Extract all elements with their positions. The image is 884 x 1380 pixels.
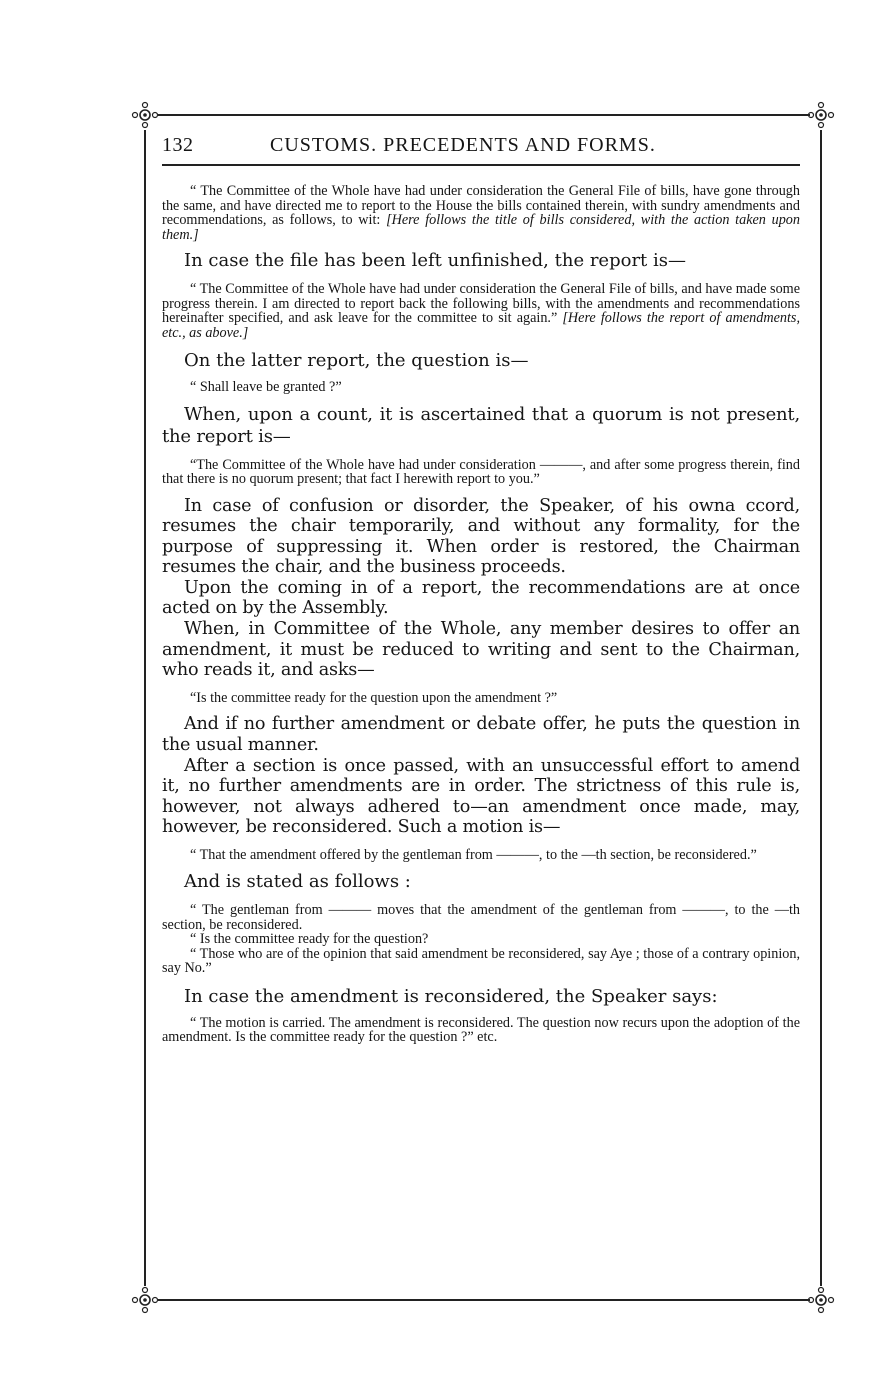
corner-ornament-top-right [806,100,836,130]
paragraph-latter-report: On the latter report, the question is— [184,350,529,371]
paragraph-disorder: In case of confusion or disorder, the Speaker, of his owna ccord, resumes the chair temporarily, and without any formality, for the purpose of suppressing it. When order is restored, the Chairman resumes the chair, and the business proceeds. [162,495,800,578]
frame-bottom-rule [158,1299,810,1301]
quote-committee-ready: “ Is the committee ready for the question? [190,931,429,948]
corner-ornament-bottom-left [130,1285,160,1315]
header-rule [162,164,800,166]
corner-ornament-top-left [130,100,160,130]
quote-text: “ The Committee of the Whole have had under consideration the General File of bills, have gone through the same, and have directed me to report to the House the bills contained therein, with sundry amendments and recommendations, as follows, to wit: [162,183,800,228]
quote-reconsider-motion: “ That the amendment offered by the gentleman from ———, to the —th section, be reconsidered.” [190,846,757,863]
paragraph-speaker-says: In case the amendment is reconsidered, the Speaker says: [184,985,718,1007]
quote-motion-carried: “ The motion is carried. The amendment is reconsidered. The question now recurs upon the adoption of the amendment. Is the committee ready for the question ?” etc. [162,1014,800,1046]
quote-gentleman-moves: “ The gentleman from ——— moves that the amendment of the gentleman from ———, to the —th section, be reconsidered. [162,902,800,933]
quote-aye-no: “ Those who are of the opinion that said amendment be reconsidered, say Aye ; those of a contrary opinion, say No.” [162,945,800,977]
quote-no-quorum: “The Committee of the Whole have had under consideration ———, and after some progress therein, find that there is no quorum present; that fact I herewith report to you.” [162,456,800,487]
corner-ornament-bottom-right [806,1285,836,1315]
paragraph-quorum: When, upon a count, it is ascertained that a quorum is not present, the report is— [162,403,800,447]
paragraph-no-further-amendment: And if no further amendment or debate offer, he puts the question in the usual manner. [162,714,800,755]
quote-general-file-report [162,184,800,242]
page-title: CUSTOMS. PRECEDENTS AND FORMS. [270,134,656,156]
quote-text: “ The Committee of the Whole have had under consideration the General File of bills, and have made some progress therein. I am directed to report back the following bills, with the amendments and recommendations hereinafter specified, and ask leave for the committee to sit again.” [162,281,800,326]
paragraph-section-passed: After a section is once passed, with an unsuccessful effort to amend it, no further amendments are in order. The strictness of this rule is, however, not always adhered to—an amendment once made, may, however, be reconsidered. Such a motion is— [162,755,800,838]
frame-top-rule [158,114,810,116]
quote-progress-report [162,282,800,340]
frame-right-rule [820,130,822,1286]
quote-editorial-note: [Here follows the title of bills considered, with the action taken upon them.] [162,212,800,243]
quote-ready-for-question: “Is the committee ready for the question upon the amendment ?” [190,689,558,706]
book-page [162,134,800,1045]
frame-left-rule [144,130,146,1286]
page-number: 132 [162,134,194,156]
paragraph-report-coming-in: Upon the coming in of a report, the recommendations are at once acted on by the Assembly. [162,577,800,619]
paragraph-offer-amendment: When, in Committee of the Whole, any member desires to offer an amendment, it must be reduced to writing and sent to the Chairman, who reads it, and asks— [162,619,800,681]
paragraph-stated-as-follows: And is stated as follows : [184,871,411,893]
quote-editorial-note: [Here follows the report of amendments, etc., as above.] [162,310,801,341]
running-head [162,134,800,164]
quote-leave-granted: “ Shall leave be granted ?” [190,379,342,395]
paragraph-file-unfinished: In case the file has been left unfinished, the report is— [184,250,686,271]
